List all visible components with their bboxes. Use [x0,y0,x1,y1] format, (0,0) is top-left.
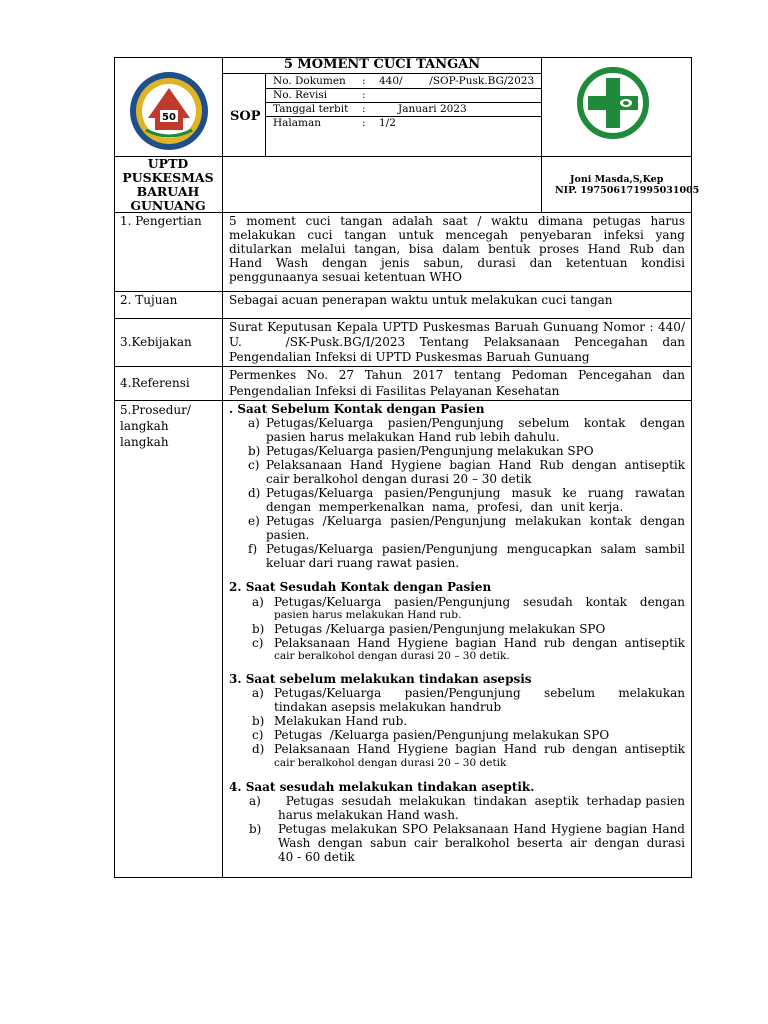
divider-col-1 [222,57,223,878]
section-label-tujuan: 2. Tujuan [120,293,178,307]
item-marker: d) [252,742,265,756]
org-line: UPTD [147,156,189,171]
item-line: Petugas/Keluarga pasien/Pengunjung masuk ke ruang rawatan [266,486,685,500]
item-line: keluar dari ruang rawat pasien. [266,556,460,570]
item-marker: b) [248,444,261,458]
doc-sep: : [362,75,366,87]
text-line: ditularkan melalui tangan, bisa dalam bentuk proses Hand Rub dan [229,242,685,256]
item-line: Petugas melakukan SPO Pelaksanaan Hand Hygiene bagian Hand [278,822,685,836]
section-label-kebijakan: 3.Kebijakan [120,335,192,349]
item-line: Petugas/Keluarga pasien/Pengunjung sebelum melakukan [274,686,685,700]
text-line: Pengendalian Infeksi di UPTD Puskesmas Baruah Gunuang [229,350,590,364]
tujuan-text: Sebagai acuan penerapan waktu untuk melakukan cuci tangan [229,293,613,307]
item-line: Petugas /Keluarga pasien/Pengunjung melakukan SPO [274,622,606,636]
item-line: pasien harus melakukan Hand rub. [274,609,462,621]
label-line: langkah [120,419,169,433]
signer-name: Joni Masda,S,Kep [570,174,664,185]
doc-label-no-revisi: No. Revisi [273,89,328,101]
text-line: U. /SK-Pusk.BG/I/2023 Tentang Pelaksanaan Pencegahan dan [229,335,685,349]
item-line: cair beralkohol dengan durasi 20 – 30 detik [266,472,532,486]
text-line: Pengendalian Infeksi di Fasilitas Pelayanan Kesehatan [229,384,560,398]
section-label-referensi: 4.Referensi [120,376,190,390]
text-line: Hand Wash dengan jenis sabun, durasi dan ketentuan kondisi [229,256,685,270]
item-marker: d) [248,486,261,500]
label-line: langkah [120,435,169,449]
text-line: 5 moment cuci tangan adalah saat / waktu dimana petugas harus [229,214,685,228]
item-line: cair beralkohol dengan durasi 20 – 30 detik. [274,650,510,662]
group-heading: . Saat Sebelum Kontak dengan Pasien [229,402,485,416]
section-label-pengertian: 1. Pengertian [120,214,202,228]
item-marker: b) [252,714,265,728]
divider-row-3 [114,318,692,319]
divider-row-2 [114,291,692,292]
item-line: Petugas /Keluarga pasien/Pengunjung melakukan kontak dengan [266,514,685,528]
item-line: Petugas /Keluarga pasien/Pengunjung melakukan SPO [274,728,610,742]
item-marker: a) [252,686,264,700]
doc-sep: : [362,117,366,129]
item-marker: b) [252,622,265,636]
item-line: tindakan asepsis melakukan handrub [274,700,502,714]
item-line: cair beralkohol dengan durasi 20 – 30 detik [274,757,507,769]
item-line: Pelaksanaan Hand Hygiene bagian Hand rub dengan antiseptik [274,636,685,650]
item-line: Pelaksanaan Hand Hygiene bagian Hand rub dengan antiseptik [274,742,685,756]
item-marker: a) [249,794,261,808]
item-line: harus melakukan Hand wash. [278,808,459,822]
border-right [691,57,692,878]
org-line: GUNUANG [130,198,206,213]
item-line: Petugas/Keluarga pasien/Pengunjung mengucapkan salam sambil [266,542,685,556]
text-line: Permenkes No. 27 Tahun 2017 tentang Pedoman Pencegahan dan [229,368,685,382]
item-marker: b) [249,822,262,836]
item-line: pasien. [266,528,310,542]
doc-label-halaman: Halaman [273,117,322,129]
item-marker: a) [248,416,260,430]
item-line: 40 - 60 detik [278,850,355,864]
item-line: Pelaksanaan Hand Hygiene bagian Hand Rub dengan antiseptik [266,458,685,472]
logo-number: 50 [162,112,176,123]
puskesmas-logo [128,70,210,152]
document-title: 5 MOMENT CUCI TANGAN [283,57,481,72]
doc-value-no-dokumen: 440/ /SOP-Pusk.BG/2023 [379,75,535,87]
doc-value-halaman: 1/2 [379,117,396,129]
item-marker: e) [248,514,260,528]
group-heading: 3. Saat sebelum melakukan tindakan asepsis [229,672,532,686]
signer-nip: NIP. 197506171995031005 [555,185,700,196]
doc-label-no-dokumen: No. Dokumen [273,75,346,87]
item-line: Petugas/Keluarga pasien/Pengunjung melakukan SPO [266,444,594,458]
group-heading: 4. Saat sesudah melakukan tindakan aseptik. [229,780,535,794]
item-line: dengan memperkenalkan nama, profesi, dan unit kerja. [266,500,624,514]
item-line: Petugas/Keluarga pasien/Pengunjung sebelum kontak dengan [266,416,685,430]
group-heading: 2. Saat Sesudah Kontak dengan Pasien [229,580,492,594]
text-line: penggunaanya sesuai ketentuan WHO [229,270,462,284]
divider-title [222,73,542,74]
doc-label-tanggal-terbit: Tanggal terbit [273,103,349,115]
item-marker: f) [248,542,258,556]
org-line: BARUAH [136,184,200,199]
text-line: melakukan cuci tangan untuk mencegah penyebaran infeksi yang [229,228,685,242]
doc-sep: : [362,89,366,101]
item-marker: c) [248,458,260,472]
item-line: Petugas sesudah melakukan tindakan aseptik terhadap pasien [278,794,685,808]
item-line: Melakukan Hand rub. [274,714,408,728]
divider-sop [265,73,266,157]
border-bottom [114,877,692,878]
item-marker: c) [252,728,264,742]
label-line: 5.Prosedur/ [120,403,191,417]
org-line: PUSKESMAS [122,170,214,185]
divider-col-right [541,57,542,213]
text-line: Surat Keputusan Kepala UPTD Puskesmas Baruah Gunuang Nomor : 440/ [229,320,685,334]
doc-sep: : [362,103,366,115]
item-line: pasien harus melakukan Hand rub lebih dahulu. [266,430,560,444]
health-cross-logo [568,66,658,140]
item-line: Wash dengan sabun cair beralkohol beserta air dengan durasi [278,836,685,850]
doc-value-tanggal-terbit: Januari 2023 [398,103,467,115]
sop-label: SOP [230,109,261,124]
item-marker: c) [252,636,264,650]
item-line: Petugas/Keluarga pasien/Pengunjung sesudah kontak dengan [274,595,685,609]
divider-row-4 [114,366,692,367]
divider-row-5 [114,400,692,401]
item-marker: a) [252,595,264,609]
